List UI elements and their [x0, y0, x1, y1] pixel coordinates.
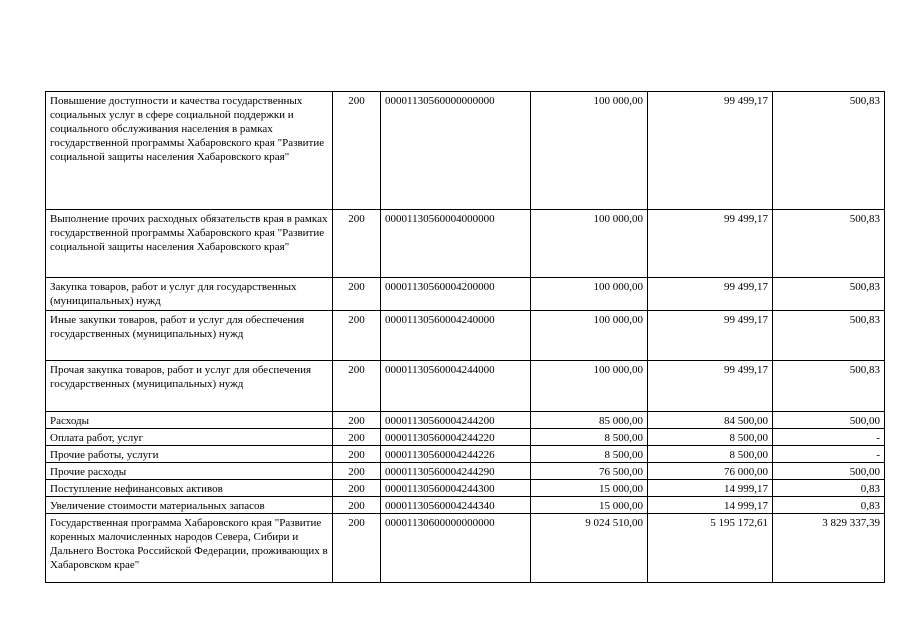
row-executed-amount: 99 499,17	[648, 210, 773, 278]
row-plan-amount: 100 000,00	[531, 278, 648, 311]
row-admin-code: 200	[333, 497, 381, 514]
row-remainder-amount: -	[773, 446, 885, 463]
table-row	[46, 361, 885, 412]
row-name: Увеличение стоимости материальных запасов	[46, 497, 333, 514]
row-executed-amount: 14 999,17	[648, 480, 773, 497]
row-admin-code: 200	[333, 446, 381, 463]
row-name: Поступление нефинансовых активов	[46, 480, 333, 497]
table-row	[46, 92, 885, 210]
budget-execution-table	[45, 91, 885, 583]
row-name: Прочая закупка товаров, работ и услуг для обеспечения государственных (муниципальных) нужд	[46, 361, 333, 412]
row-executed-amount: 14 999,17	[648, 497, 773, 514]
table-row	[46, 412, 885, 429]
row-admin-code: 200	[333, 92, 381, 210]
row-admin-code: 200	[333, 412, 381, 429]
row-remainder-amount: 0,83	[773, 480, 885, 497]
row-budget-code: 00001130560000000000	[381, 92, 531, 210]
table-row	[46, 463, 885, 480]
row-name: Выполнение прочих расходных обязательств края в рамках государственной программы Хабаровского края "Развитие социальной защиты населения Хабаровского края"	[46, 210, 333, 278]
row-plan-amount: 8 500,00	[531, 429, 648, 446]
row-executed-amount: 99 499,17	[648, 278, 773, 311]
row-executed-amount: 5 195 172,61	[648, 514, 773, 583]
table-row	[46, 497, 885, 514]
row-name: Государственная программа Хабаровского края "Развитие коренных малочисленных народов Севера, Сибири и Дальнего Востока Российской Федерации, проживающих в Хабаровском крае"	[46, 514, 333, 583]
row-remainder-amount: -	[773, 429, 885, 446]
row-remainder-amount: 500,83	[773, 311, 885, 361]
row-budget-code: 00001130560004244290	[381, 463, 531, 480]
row-budget-code: 00001130560004200000	[381, 278, 531, 311]
row-budget-code: 00001130560004240000	[381, 311, 531, 361]
row-name: Расходы	[46, 412, 333, 429]
row-name: Оплата работ, услуг	[46, 429, 333, 446]
table-row	[46, 278, 885, 311]
row-plan-amount: 9 024 510,00	[531, 514, 648, 583]
row-budget-code: 00001130560004244220	[381, 429, 531, 446]
row-executed-amount: 84 500,00	[648, 412, 773, 429]
row-plan-amount: 15 000,00	[531, 497, 648, 514]
row-remainder-amount: 500,00	[773, 463, 885, 480]
row-plan-amount: 85 000,00	[531, 412, 648, 429]
row-remainder-amount: 500,83	[773, 92, 885, 210]
row-plan-amount: 100 000,00	[531, 361, 648, 412]
row-plan-amount: 100 000,00	[531, 311, 648, 361]
table-row	[46, 210, 885, 278]
row-remainder-amount: 3 829 337,39	[773, 514, 885, 583]
row-budget-code: 00001130560004244000	[381, 361, 531, 412]
row-admin-code: 200	[333, 463, 381, 480]
row-executed-amount: 99 499,17	[648, 361, 773, 412]
row-executed-amount: 99 499,17	[648, 92, 773, 210]
row-remainder-amount: 500,00	[773, 412, 885, 429]
row-remainder-amount: 500,83	[773, 278, 885, 311]
table-row	[46, 311, 885, 361]
row-plan-amount: 15 000,00	[531, 480, 648, 497]
row-plan-amount: 8 500,00	[531, 446, 648, 463]
row-admin-code: 200	[333, 514, 381, 583]
row-remainder-amount: 0,83	[773, 497, 885, 514]
table-row	[46, 480, 885, 497]
row-admin-code: 200	[333, 311, 381, 361]
row-admin-code: 200	[333, 210, 381, 278]
row-budget-code: 00001130600000000000	[381, 514, 531, 583]
row-plan-amount: 100 000,00	[531, 210, 648, 278]
row-budget-code: 00001130560004244300	[381, 480, 531, 497]
row-executed-amount: 8 500,00	[648, 446, 773, 463]
table-row	[46, 514, 885, 583]
row-remainder-amount: 500,83	[773, 210, 885, 278]
row-name: Закупка товаров, работ и услуг для государственных (муниципальных) нужд	[46, 278, 333, 311]
row-admin-code: 200	[333, 480, 381, 497]
table-row	[46, 446, 885, 463]
row-admin-code: 200	[333, 278, 381, 311]
table-row	[46, 429, 885, 446]
row-plan-amount: 100 000,00	[531, 92, 648, 210]
row-budget-code: 00001130560004244226	[381, 446, 531, 463]
row-name: Прочие работы, услуги	[46, 446, 333, 463]
row-executed-amount: 99 499,17	[648, 311, 773, 361]
row-admin-code: 200	[333, 429, 381, 446]
row-admin-code: 200	[333, 361, 381, 412]
row-name: Повышение доступности и качества государственных социальных услуг в сфере социальной поддержки и социального обслуживания населения в рамках государственной программы Хабаровского края "Развитие социальной защиты населения Хабаровского края"	[46, 92, 333, 210]
row-executed-amount: 8 500,00	[648, 429, 773, 446]
row-budget-code: 00001130560004244200	[381, 412, 531, 429]
row-budget-code: 00001130560004000000	[381, 210, 531, 278]
row-budget-code: 00001130560004244340	[381, 497, 531, 514]
row-plan-amount: 76 500,00	[531, 463, 648, 480]
row-remainder-amount: 500,83	[773, 361, 885, 412]
row-name: Иные закупки товаров, работ и услуг для обеспечения государственных (муниципальных) нужд	[46, 311, 333, 361]
row-executed-amount: 76 000,00	[648, 463, 773, 480]
row-name: Прочие расходы	[46, 463, 333, 480]
